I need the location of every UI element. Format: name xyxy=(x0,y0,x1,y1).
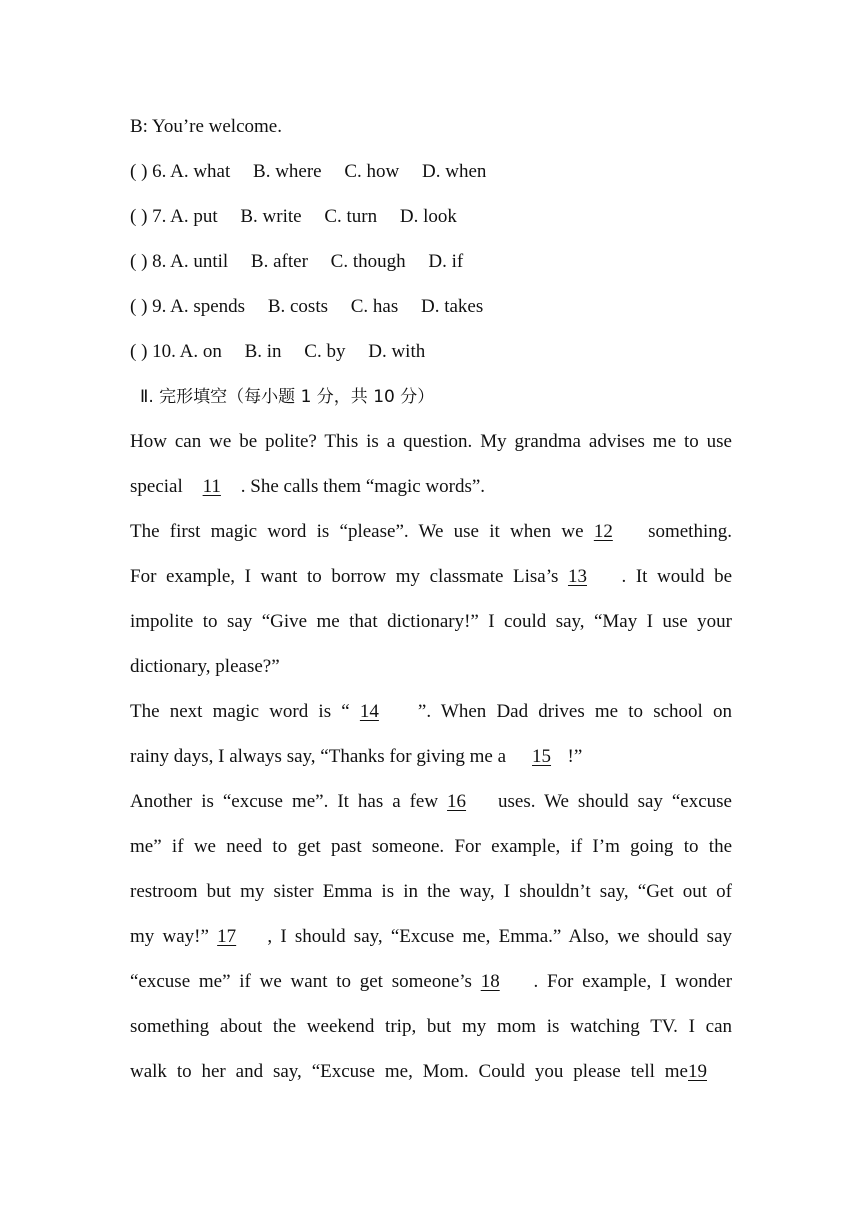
option-c: C. though xyxy=(330,251,406,272)
option-b: B. in xyxy=(244,341,282,362)
option-d: D. if xyxy=(428,251,464,272)
passage-line xyxy=(130,518,732,546)
blank-14: 14 xyxy=(359,701,379,722)
passage-line: something about the weekend trip, but my mom is watching TV. I can xyxy=(130,1016,732,1037)
option-b: B. write xyxy=(240,206,302,227)
option-d: D. takes xyxy=(421,296,484,317)
option-c: C. turn xyxy=(324,206,378,227)
question-stem: ( ) 9. xyxy=(130,296,167,317)
section-title: Ⅱ. 完形填空（每小题 1 分，共 10 分） xyxy=(140,387,435,407)
blank-19: 19 xyxy=(688,1061,707,1082)
passage-text: . It would be xyxy=(621,566,733,587)
question-stem: ( ) 7. xyxy=(130,206,167,227)
question-stem: ( ) 6. xyxy=(130,161,167,182)
passage-line xyxy=(130,563,732,591)
option-d: D. look xyxy=(399,206,457,227)
question-8 xyxy=(130,248,732,276)
passage-line: me” if we need to get past someone. For example, if I’m going to the xyxy=(130,836,732,857)
passage-text: , I should say, “Excuse me, Emma.” Also, we should say xyxy=(267,926,733,947)
passage-text: For example, I want to borrow my classmate Lisa’s xyxy=(130,566,559,587)
option-a: A. put xyxy=(170,206,218,227)
passage-text: rainy days, I always say, “Thanks for giving me a xyxy=(130,746,507,767)
passage-line: restroom but my sister Emma is in the way, I shouldn’t say, “Get out of xyxy=(130,881,732,902)
question-10 xyxy=(130,338,732,366)
passage-text: walk to her and say, “Excuse me, Mom. Could you please tell me xyxy=(130,1061,688,1082)
passage-text: . For example, I wonder xyxy=(533,971,733,992)
passage-text: my way!” xyxy=(130,926,209,947)
blank-13: 13 xyxy=(567,566,587,587)
question-stem: ( ) 8. xyxy=(130,251,167,272)
blank-17: 17 xyxy=(217,926,237,947)
option-a: A. what xyxy=(170,161,231,182)
option-d: D. with xyxy=(368,341,426,362)
passage-text: special xyxy=(130,476,183,497)
question-7 xyxy=(130,203,732,231)
option-a: A. spends xyxy=(170,296,246,317)
passage-text: . She calls them “magic words”. xyxy=(240,476,486,497)
option-a: A. until xyxy=(170,251,229,272)
blank-12: 12 xyxy=(593,521,613,542)
passage-line xyxy=(130,698,732,726)
blank-11: 11 xyxy=(202,476,221,497)
blank-15: 15 xyxy=(532,746,552,767)
passage-text: The next magic word is “ xyxy=(130,701,350,722)
passage-text: !” xyxy=(567,746,583,767)
passage-line: How can we be polite? This is a question. My grandma advises me to use xyxy=(130,431,732,452)
option-d: D. when xyxy=(422,161,487,182)
option-a: A. on xyxy=(179,341,222,362)
passage-line: impolite to say “Give me that dictionary!” I could say, “May I use your xyxy=(130,611,732,632)
passage-line xyxy=(130,788,732,816)
option-b: B. where xyxy=(253,161,322,182)
passage-line xyxy=(130,968,732,996)
question-stem: ( ) 10. xyxy=(130,341,176,362)
passage-text: uses. We should say “excuse xyxy=(498,791,732,812)
passage-line xyxy=(130,1058,732,1086)
passage-text: Another is “excuse me”. It has a few xyxy=(130,791,439,812)
blank-18: 18 xyxy=(480,971,500,992)
passage-text: ”. When Dad drives me to school on xyxy=(417,701,733,722)
option-b: B. after xyxy=(250,251,308,272)
passage-text: “excuse me” if we want to get someone’s xyxy=(130,971,472,992)
option-c: C. by xyxy=(304,341,346,362)
option-c: C. how xyxy=(344,161,400,182)
question-6 xyxy=(130,158,732,186)
option-b: B. costs xyxy=(267,296,328,317)
question-9 xyxy=(130,293,732,321)
blank-16: 16 xyxy=(447,791,467,812)
passage-text: something. xyxy=(648,521,732,542)
passage-line: dictionary, please?” xyxy=(130,656,280,677)
passage-text: The first magic word is “please”. We use it when we xyxy=(130,521,584,542)
passage-line xyxy=(130,923,732,951)
passage-line xyxy=(130,743,732,771)
option-c: C. has xyxy=(350,296,399,317)
passage-line xyxy=(130,473,732,501)
dialogue-line: B: You’re welcome. xyxy=(130,116,282,137)
